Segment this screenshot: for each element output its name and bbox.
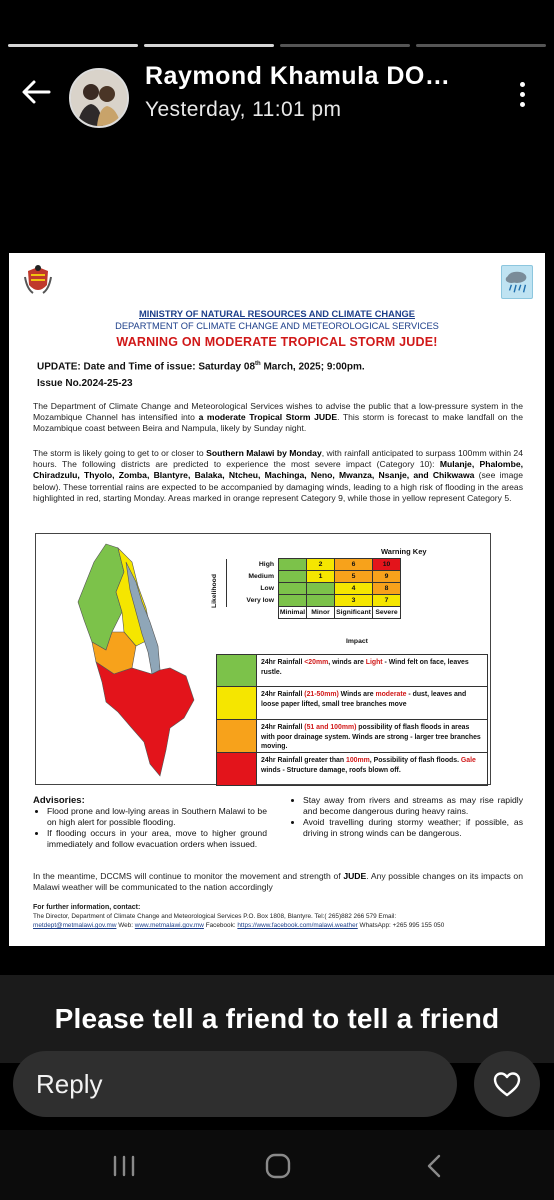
recents-button[interactable] [104,1150,144,1182]
warning-key-matrix [226,558,401,619]
progress-segment [8,44,138,47]
status-timestamp: Yesterday, 11:01 pm [145,98,342,121]
advisory-item: • If flooding occurs in your area, move to higher ground immediately and follow evacuation orders when issued. [47,828,267,850]
advisories-title: Advisories: [33,795,85,806]
like-button[interactable] [474,1051,540,1117]
progress-segment [416,44,546,47]
forecast-paragraph: The storm is likely going to get to or closer to Southern Malawi by Monday, with rainfall anticipated to surpass 100mm within 24 hours. The following districts are predicted to experience the most severe impact (Category 10): Mulanje, Phalombe, Chiradzulu, Thyolo, Zomba, Blantyre, Balaka, Ntcheu, Machinga, Neno, Mwanza, Nsanje, and Chikwawa (see image below). These torrential rains are expected to be accompanied by damaging winds, leading to a high risk of flooding in the areas highlighted in red, starting Monday. Areas marked in orange represent Category 9, while those in yellow represent Category 5. [33,448,523,503]
legend-swatch [217,720,257,752]
nav-back-icon [424,1153,444,1179]
heart-icon [492,1070,522,1098]
home-button[interactable] [258,1150,298,1182]
legend-row-yellow: 24hr Rainfall (21-50mm) Winds are moderate - dust, leaves and loose paper lifted, small tree branches move [216,687,488,720]
advisory-item: • Stay away from rivers and streams as may rise rapidly and become dangerous during heavy rains. [303,795,523,817]
legend-swatch [217,687,257,719]
system-nav-bar [0,1130,554,1200]
rainfall-legend [216,654,488,786]
malawi-map-icon [66,542,200,782]
advisories-section [33,795,523,850]
contact-facebook: https://www.facebook.com/malawi.weather [237,922,358,929]
department-heading: DEPARTMENT OF CLIMATE CHANGE AND METEOROLOGICAL SERVICES [115,321,439,331]
matrix-row-very-low: Very low 3 7 [227,595,401,607]
legend-row-green: 24hr Rainfall <20mm, winds are Light - Wind felt on face, leaves rustle. [216,654,488,687]
matrix-row-high: High 2 6 10 [227,559,401,571]
caption-bar [0,975,554,1063]
contact-title: For further information, contact: [33,904,141,911]
legend-row-orange: 24hr Rainfall (51 and 100mm) possibility of flash floods in areas with poor drainage system. Winds are strong - larger tree branches moving. [216,720,488,753]
impact-label: Impact [346,638,368,645]
avatar[interactable] [69,68,129,128]
legend-swatch [217,655,257,686]
matrix-row-low: Low 4 8 [227,583,401,595]
more-vert-icon [520,92,525,97]
reply-placeholder: Reply [36,1068,103,1099]
ministry-heading: MINISTRY OF NATURAL RESOURCES AND CLIMATE CHANGE [139,309,415,319]
progress-segment-current [280,44,410,47]
story-progress [8,44,546,47]
arrow-left-icon [21,79,51,105]
status-image [9,253,545,946]
progress-segment [144,44,274,47]
legend-swatch [217,753,257,785]
intro-paragraph: The Department of Climate Change and Meteorological Services wishes to advise the public that a low-pressure system in the Mozambique Channel has intensified into a moderate Tropical Storm JUDE. This storm is forecast to make landfall on the Mozambique coast between Beira and Nampula, likely by Sunday night. [33,401,523,434]
coat-of-arms-icon [23,263,53,297]
advisory-item: • Flood prone and low-lying areas in Southern Malawi to be on high alert for possible flooding. [47,806,267,828]
warning-title: WARNING ON MODERATE TROPICAL STORM JUDE! [116,335,438,349]
matrix-impact-row: Minimal Minor Significant Severe [227,607,401,619]
advisory-item: • Avoid travelling during stormy weather; if possible, as driving in strong winds can be dangerous. [303,817,523,839]
issue-number: Issue No.2024-25-23 [37,378,133,389]
rain-cloud-icon [501,265,533,299]
status-caption: Please tell a friend to tell a friend [54,1003,500,1034]
recents-icon [111,1154,137,1178]
more-options-button[interactable] [504,72,540,116]
legend-row-red: 24hr Rainfall greater than 100mm, Possibility of flash floods. Gale winds - Structure damage, roofs blown off. [216,753,488,786]
sender-name[interactable]: Raymond Khamula DO… [145,62,451,90]
warning-key-title: Warning Key [381,547,427,556]
back-button[interactable] [14,70,58,114]
contact-website: www.metmalawi.gov.mw [134,922,204,929]
status-header [0,56,554,132]
more-vert-icon [520,82,525,87]
contact-info: For further information, contact: The Director, Department of Climate Change and Meteorological Services P.O. Box 1808, Blantyre. Tel:( 265)882 266 579 Email: metdept@metmalawi.gov.mw Web: www.metmalawi.gov.mw Facebook: https://www.facebook.com/malawi.weather WhatsApp: +265 995 155 050 [33,904,445,929]
nav-back-button[interactable] [414,1150,454,1182]
warning-figure [35,533,491,785]
more-vert-icon [520,102,525,107]
likelihood-label: Likelihood [211,574,218,608]
reply-input[interactable] [13,1051,457,1117]
update-line: UPDATE: Date and Time of issue: Saturday 08th March, 2025; 9:00pm. [37,361,365,373]
matrix-row-medium: Medium 1 5 9 [227,571,401,583]
home-icon [264,1152,292,1180]
contact-email: metdept@metmalawi.gov.mw [33,922,117,929]
avatar-photo-icon [71,70,127,126]
closing-paragraph: In the meantime, DCCMS will continue to monitor the movement and strength of JUDE. Any possible changes on its impacts on Malawi weather will be communicated to the nation accordingly [33,871,523,893]
